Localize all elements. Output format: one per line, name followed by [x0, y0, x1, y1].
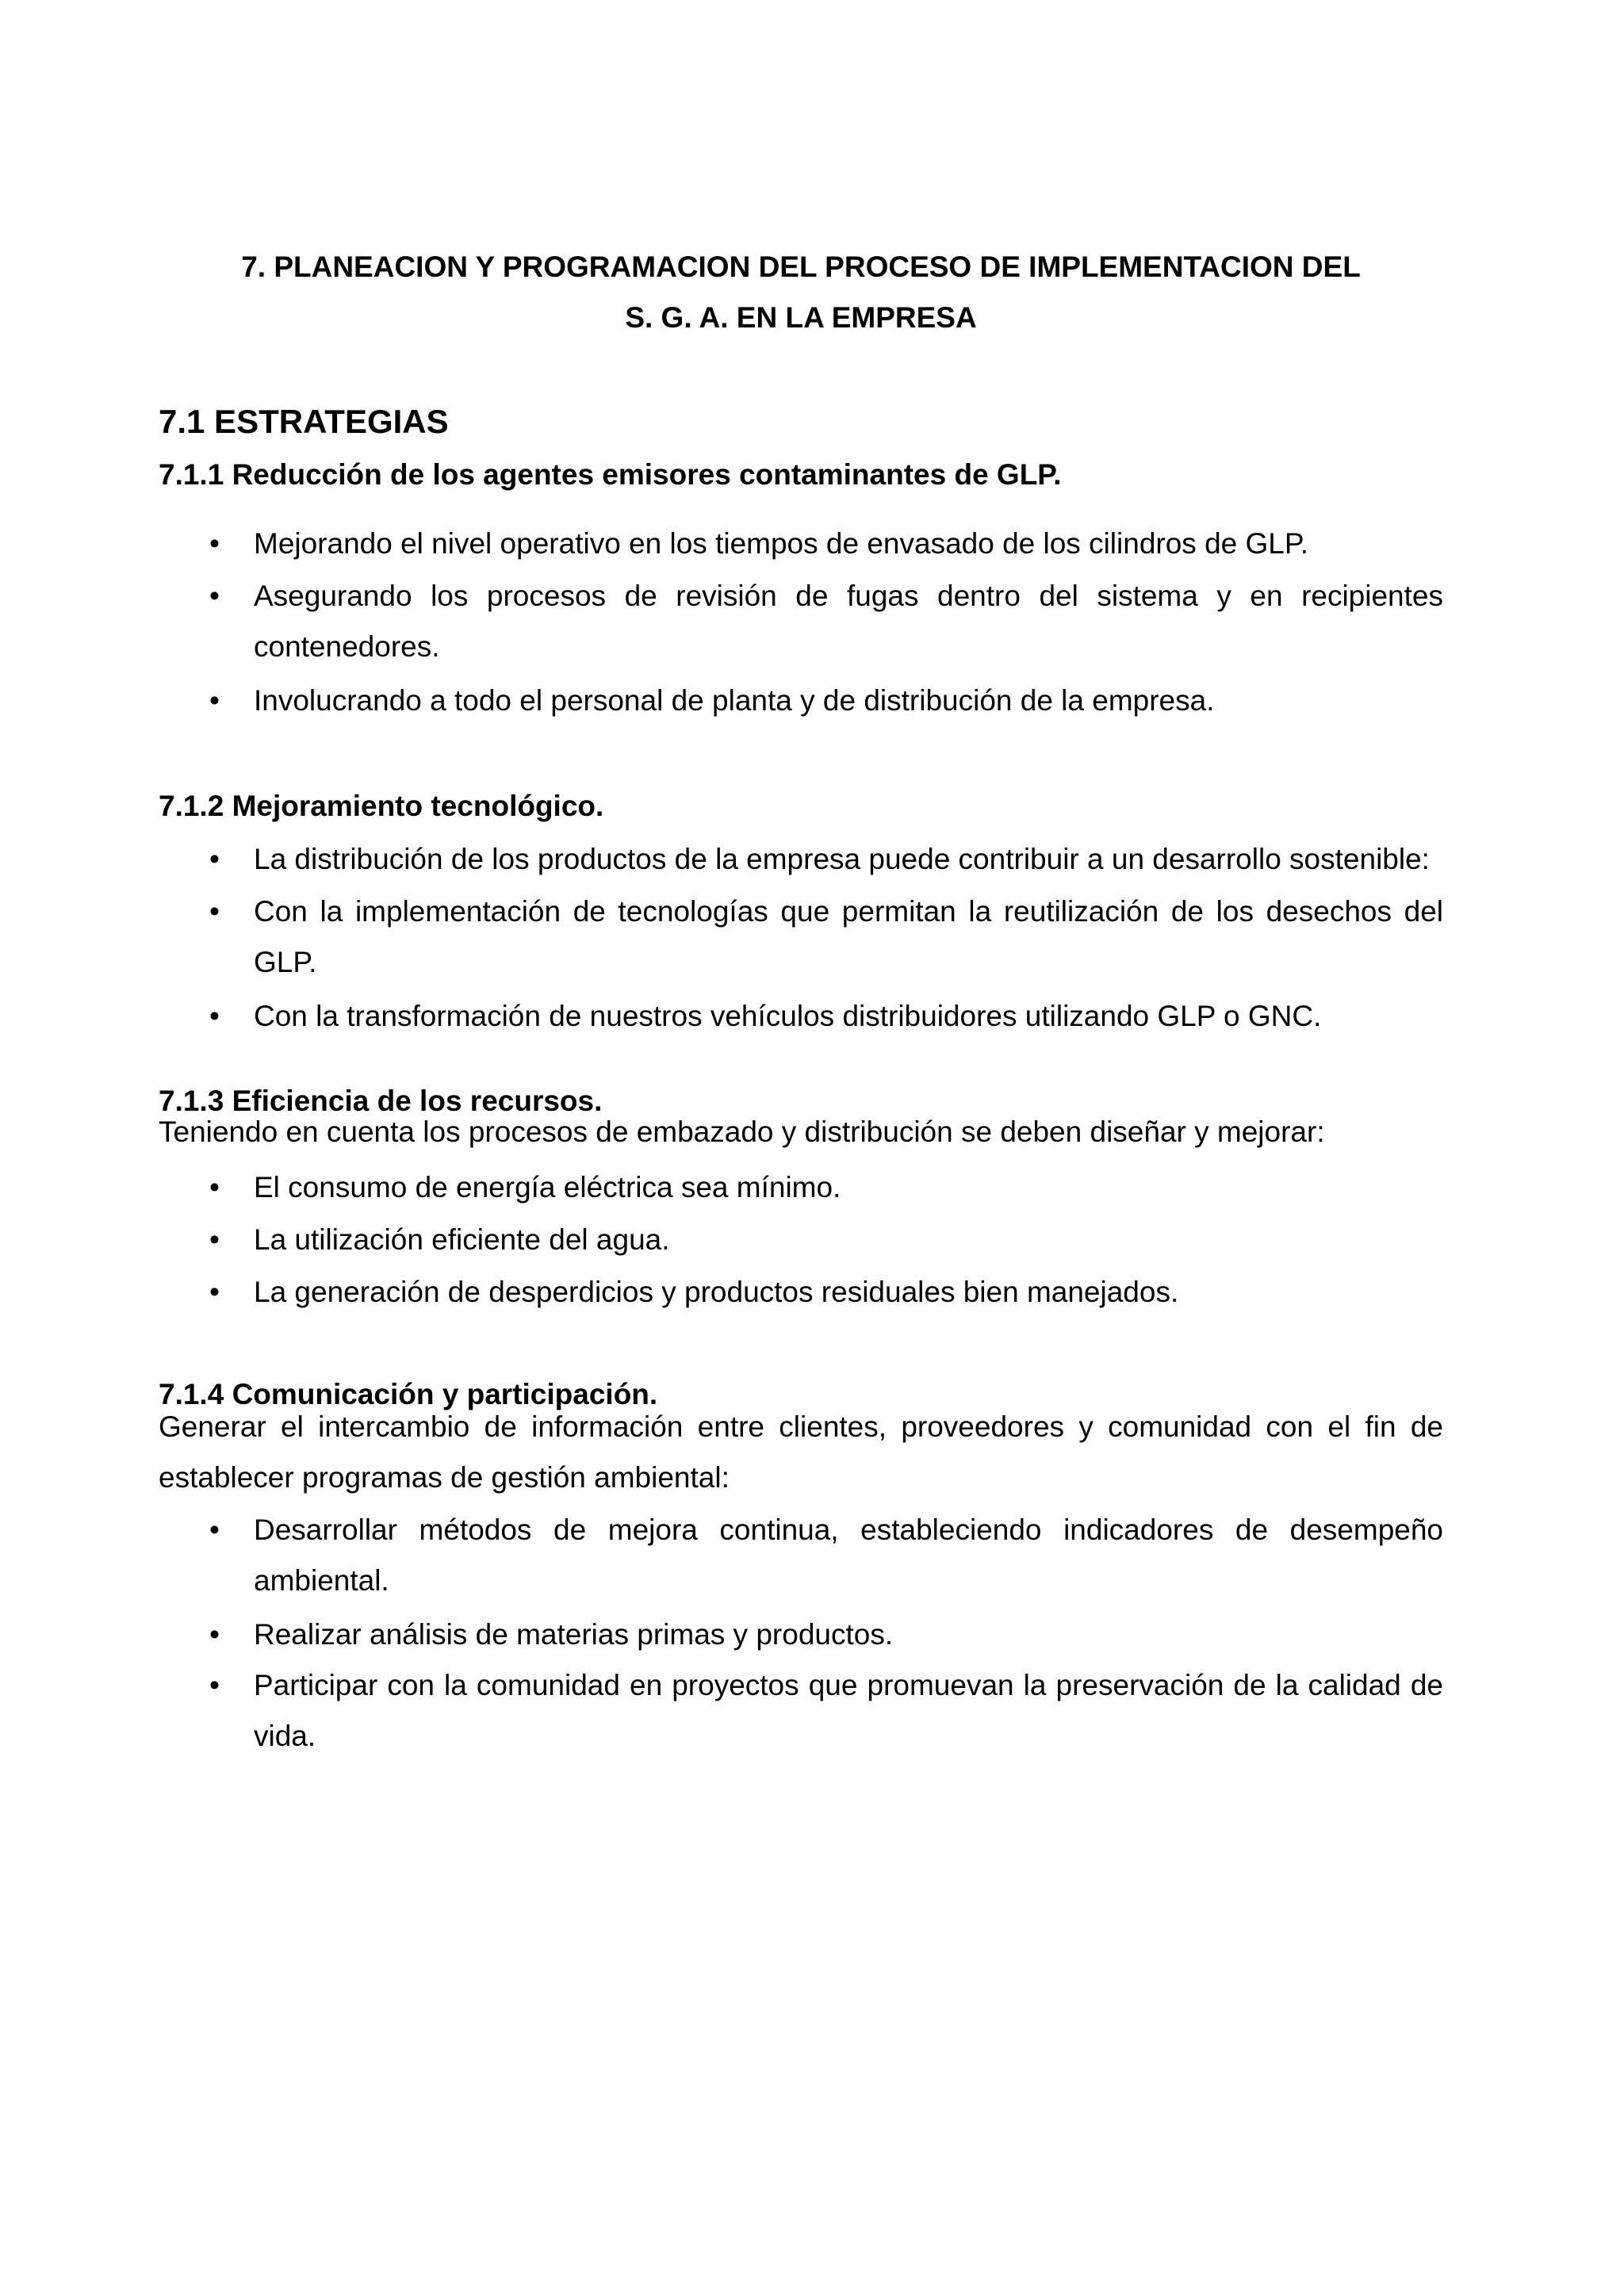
list-item-text: La generación de desperdicios y productos residuales bien manejados.: [254, 1276, 1179, 1308]
subsection-intro-7-1-3: Teniendo en cuenta los procesos de embazado y distribución se deben diseñar y mejorar:: [159, 1115, 1325, 1148]
list-item-text: Con la implementación de tecnologías que permitan la reutilización de los desechos del GLP.: [254, 895, 1443, 978]
list-item-text: Mejorando el nivel operativo en los tiempos de envasado de los cilindros de GLP.: [254, 527, 1309, 560]
list-item-text: Asegurando los procesos de revisión de fugas dentro del sistema y en recipientes contenedores.: [254, 580, 1443, 663]
bullet-icon: •: [209, 843, 220, 875]
list-item-text: Desarrollar métodos de mejora continua, estableciendo indicadores de desempeño ambiental.: [254, 1513, 1443, 1597]
subsection-intro-7-1-4: Generar el intercambio de información entre clientes, proveedores y comunidad con el fin de establecer programas de gestión ambiental:: [159, 1410, 1443, 1494]
bullet-icon: •: [209, 684, 220, 717]
bullet-icon: •: [209, 527, 220, 560]
list-item-text: El consumo de energía eléctrica sea mínimo.: [254, 1171, 841, 1203]
list-item-text: Involucrando a todo el personal de planta y de distribución de la empresa.: [254, 684, 1215, 717]
document-title-line-1: 7. PLANEACION Y PROGRAMACION DEL PROCESO DE IMPLEMENTACION DEL: [241, 251, 1361, 283]
subsection-heading-7-1-3: 7.1.3 Eficiencia de los recursos.: [159, 1085, 603, 1117]
bullet-icon: •: [209, 1171, 220, 1203]
bullet-icon: •: [209, 1513, 220, 1546]
list-item-text: Con la transformación de nuestros vehículos distribuidores utilizando GLP o GNC.: [254, 1000, 1322, 1032]
bullet-icon: •: [209, 1000, 220, 1032]
bullet-icon: •: [209, 1276, 220, 1308]
bullet-icon: •: [209, 895, 220, 928]
bullet-icon: •: [209, 580, 220, 612]
section-heading: 7.1 ESTRATEGIAS: [159, 403, 449, 440]
bullet-icon: •: [209, 1618, 220, 1651]
subsection-heading-7-1-1: 7.1.1 Reducción de los agentes emisores contaminantes de GLP.: [159, 458, 1062, 491]
bullet-icon: •: [209, 1223, 220, 1256]
bullet-icon: •: [209, 1669, 220, 1701]
list-item-text: Realizar análisis de materias primas y productos.: [254, 1618, 894, 1651]
list-item-text: Participar con la comunidad en proyectos que promuevan la preservación de la calidad de vida.: [254, 1669, 1443, 1752]
subsection-heading-7-1-4: 7.1.4 Comunicación y participación.: [159, 1378, 658, 1410]
list-item-text: La distribución de los productos de la empresa puede contribuir a un desarrollo sostenible:: [254, 843, 1430, 875]
list-item-text: La utilización eficiente del agua.: [254, 1223, 670, 1256]
subsection-heading-7-1-2: 7.1.2 Mejoramiento tecnológico.: [159, 790, 604, 822]
document-title-line-2: S. G. A. EN LA EMPRESA: [625, 301, 977, 334]
